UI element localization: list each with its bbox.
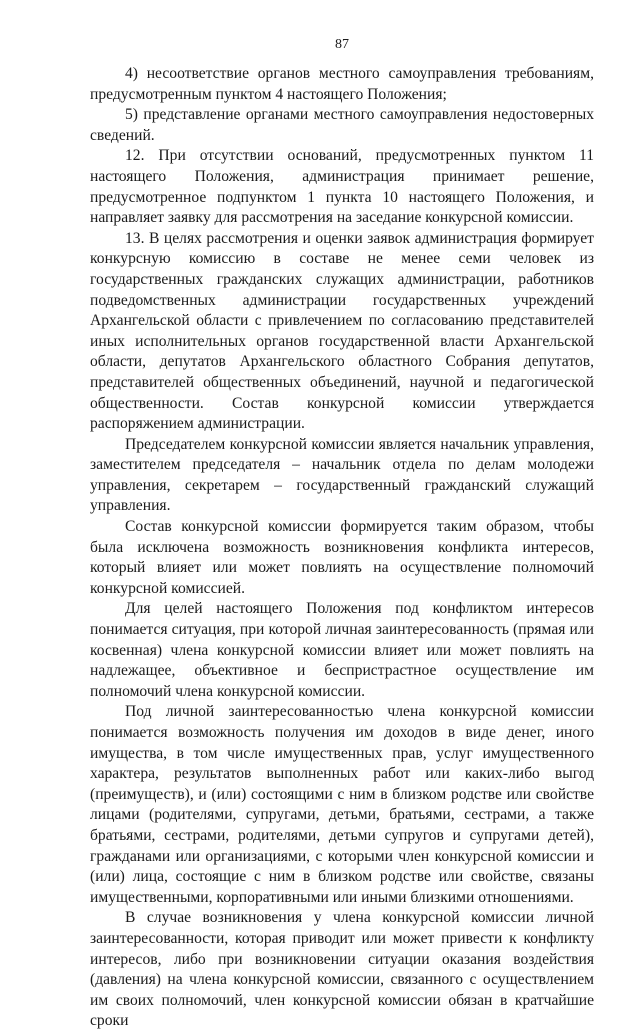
- paragraph-conflict-of-interest: Для целей настоящего Положения под конфликтом интересов понимается ситуация, при которой личная заинтересованность (прямая или косвенная) члена конкурсной комиссии влияет или может повлиять на надлежащее, объективное и беспристрастное осуществление им полномочий члена конкурсной комиссии.: [90, 600, 594, 700]
- paragraph-item-5: 5) представление органами местного самоуправления недостоверных сведений.: [90, 106, 594, 144]
- paragraph-personal-interest: Под личной заинтересованностью члена конкурсной комиссии понимается возможность получения им доходов в виде денег, иного имущества, в том числе имущественных прав, услуг имущественного характера, результатов выполненных работ или каких-либо выгод (преимуществ), и (или) состоящими с ним в близком родстве или свойстве лицами (родителями, супругами, детьми, братьями, сестрами, а также братьями, сестрами, родителями, детьми супругов и супругами детей), гражданами или организациями, с которыми член конкурсной комиссии и (или) лица, состоящие с ним в близком родстве или свойстве, связаны имущественными, корпоративными или иными близкими отношениями.: [90, 703, 594, 906]
- paragraph-obligation: В случае возникновения у члена конкурсной комиссии личной заинтересованности, которая приводит или может привести к конфликту интересов, либо при возникновении ситуации оказания воздействия (давления) на члена конкурсной комиссии, связанного с осуществлением им своих полномочий, член конкурсной комиссии обязан в кратчайшие сроки: [90, 909, 594, 1030]
- paragraph-clause-13: 13. В целях рассмотрения и оценки заявок администрация формирует конкурсную комиссию в составе не менее семи человек из государственных гражданских служащих администрации, работников подведомственных администрации государственных учреждений Архангельской области с привлечением по согласованию представителей иных исполнительных органов государственной власти Архангельской области, депутатов Архангельского областного Собрания депутатов, представителей общественных объединений, научной и педагогической общественности. Состав конкурсной комиссии утверждается распоряжением администрации.: [90, 229, 594, 433]
- paragraph-clause-12: 12. При отсутствии оснований, предусмотренных пунктом 11 настоящего Положения, администрация принимает решение, предусмотренное подпунктом 1 пункта 10 настоящего Положения, и направляет заявку для рассмотрения на заседание конкурсной комиссии.: [90, 147, 594, 227]
- document-page: [90, 36, 594, 1032]
- paragraph-commission-composition: Состав конкурсной комиссии формируется таким образом, чтобы была исключена возможность возникновения конфликта интересов, который влияет или может повлиять на осуществление полномочий конкурсной комиссией.: [90, 518, 594, 597]
- paragraph-commission-chair: Председателем конкурсной комиссии является начальник управления, заместителем председателя – начальник отдела по делам молодежи управления, секретарем – государственный гражданский служащий управления.: [90, 435, 594, 515]
- paragraph-item-4: 4) несоответствие органов местного самоуправления требованиям, предусмотренным пунктом 4 настоящего Положения;: [90, 65, 594, 103]
- page-number: 87: [335, 37, 349, 52]
